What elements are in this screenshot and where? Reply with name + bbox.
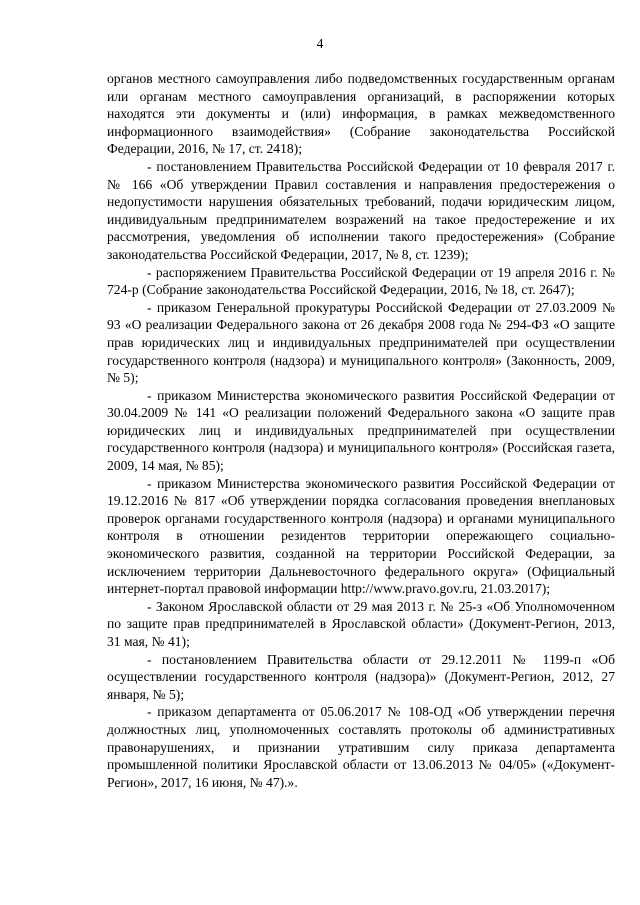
list-item-department-order-108: - приказом департамента от 05.06.2017 № 108-ОД «Об утверждении перечня должностных лиц, уполномоченных составлять протоколы об административных правонарушениях, и признании утратившим силу приказа департамента промышленной политики Ярославской области от 13.06.2013 № 04/05» («Документ-Регион», 2017, 16 июня, № 47).». bbox=[107, 704, 615, 790]
list-item-government-order-724: - распоряжением Правительства Российской Федерации от 19 апреля 2016 г. № 724-р (Собрание законодательства Российской Федерации, 2016, № 18, ст. 2647); bbox=[107, 264, 615, 298]
document-body bbox=[107, 70, 615, 791]
list-item-government-decree-166: - постановлением Правительства Российской Федерации от 10 февраля 2017 г. № 166 «Об утверждении Правил составления и направления предостережения о недопустимости нарушения обязательных требований, подачи юридическим лицом, индивидуальным предпринимателем возражений на такое предостережение и их рассмотрения, уведомления об исполнении такого предостережения» (Собрание законодательства Российской Федерации, 2017, № 8, ст. 1239); bbox=[107, 158, 615, 262]
paragraph-continuation: органов местного самоуправления либо подведомственных государственным органам или органам местного самоуправления организаций, в распоряжении которых находятся эти документы и (или) информация, в рамках межведомственного информационного взаимодействия» (Собрание законодательства Российской Федерации, 2016, № 17, ст. 2418); bbox=[107, 71, 615, 157]
list-item-regional-decree-1199: - постановлением Правительства области от 29.12.2011 № 1199-п «Об осуществлении государственного контроля (надзора)» (Документ-Регион, 2012, 27 января, № 5); bbox=[107, 651, 615, 702]
list-item-regional-law-25: - Законом Ярославской области от 29 мая 2013 г. № 25-з «Об Уполномоченном по защите прав предпринимателей в Ярославской области» (Документ-Регион, 2013, 31 мая, № 41); bbox=[107, 598, 615, 649]
list-item-prosecutor-order-93: - приказом Генеральной прокуратуры Российской Федерации от 27.03.2009 № 93 «О реализации Федерального закона от 26 декабря 2008 года № 294-ФЗ «О защите прав юридических лиц и индивидуальных предпринимателей при осуществлении государственного контроля (надзора) и муниципального контроля» (Законность, 2009, № 5); bbox=[107, 299, 615, 386]
list-item-ministry-order-817: - приказом Министерства экономического развития Российской Федерации от 19.12.2016 № 817 «Об утверждении порядка согласования проведения внеплановых проверок органами государственного контроля (надзора) и органами муниципального контроля в отношении резидентов территории опережающего социально-экономического развития, созданной на территории Российской Федерации, за исключением территории Дальневосточного федерального округа» (Официальный интернет-портал правовой информации http://www.pravo.gov.ru, 21.03.2017); bbox=[107, 475, 615, 597]
page-number: 4 bbox=[316, 36, 324, 51]
list-item-ministry-order-141: - приказом Министерства экономического развития Российской Федерации от 30.04.2009 № 141 «О реализации положений Федерального закона «О защите прав юридических лиц и индивидуальных предпринимателей при осуществлении государственного контроля (надзора) и муниципального контроля» (Российская газета, 2009, 14 мая, № 85); bbox=[107, 387, 615, 474]
